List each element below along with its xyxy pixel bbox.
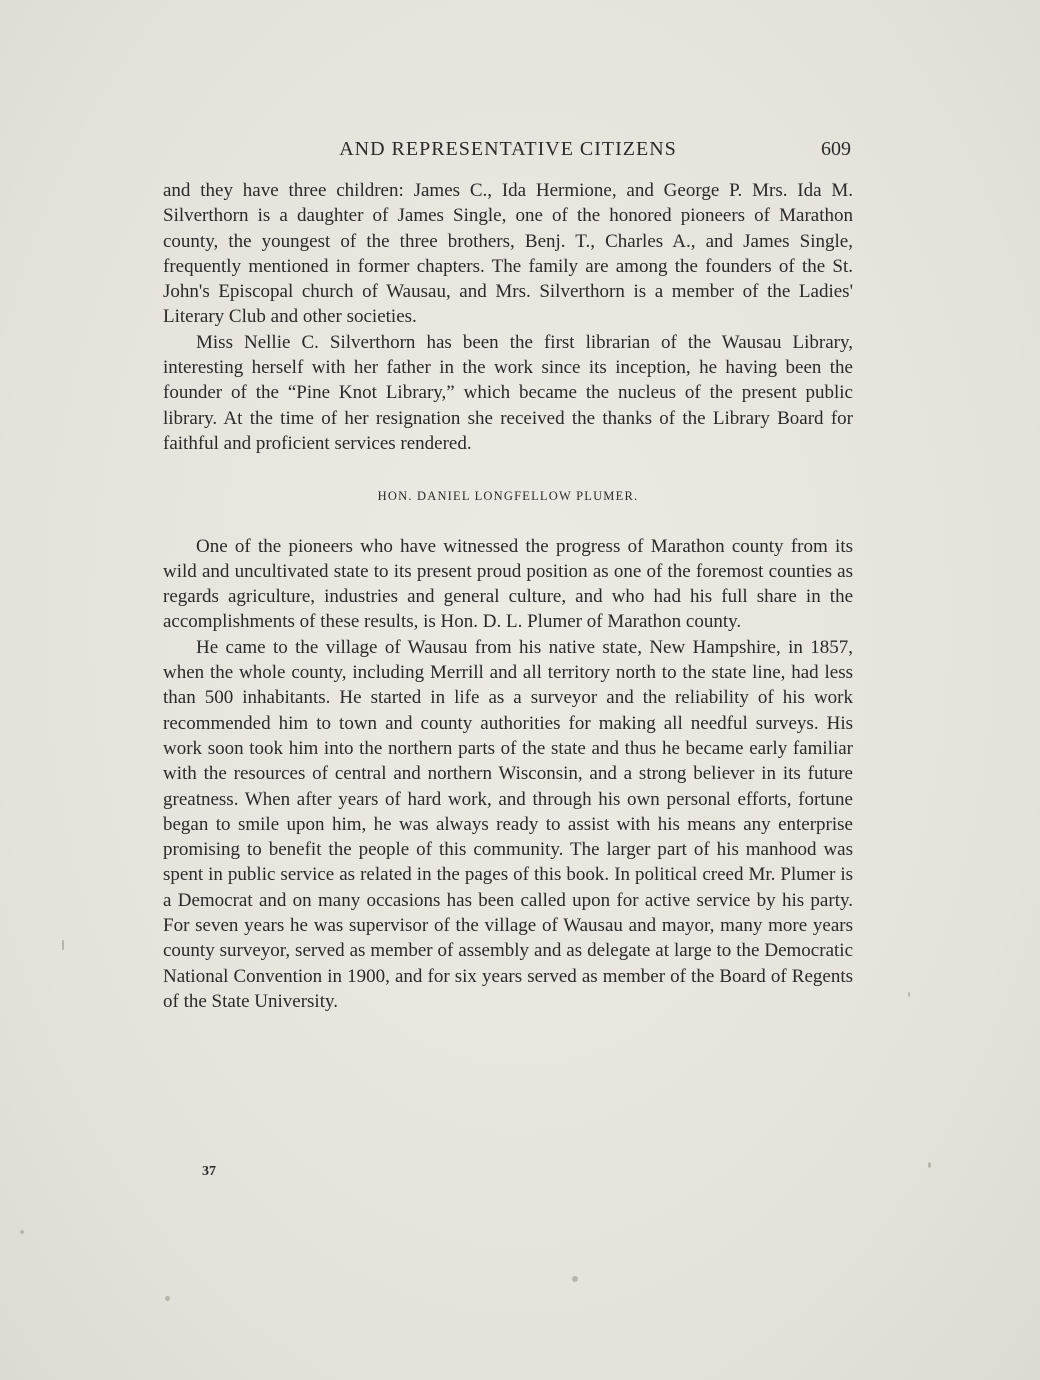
running-head <box>163 138 853 168</box>
page-number: 609 <box>821 138 851 160</box>
paper-speck <box>908 992 910 997</box>
section-heading: HON. DANIEL LONGFELLOW PLUMER. <box>377 489 639 504</box>
paragraph-silverthorn-family: and they have three children: James C., Ida Hermione, and George P. Mrs. Ida M. Silverthorn is a daughter of James Single, one of the honored pioneers of Marathon county, the youngest of the three brothers, Benj. T., Charles A., and James Single, frequently mentioned in former chapters. The family are among the founders of the St. John's Episcopal church of Wausau, and Mrs. Silverthorn is a member of the Ladies' Literary Club and other societies. <box>163 180 853 328</box>
paper-speck <box>62 940 64 950</box>
paper-speck <box>165 1296 170 1301</box>
signature-mark: 37 <box>202 1164 216 1179</box>
paper-speck <box>928 1162 931 1168</box>
paragraph-plumer-career: He came to the village of Wausau from his native state, New Hampshire, in 1857, when the whole county, including Merrill and all territory north to the state line, had less than 500 inhabitants. He started in life as a surveyor and the reliability of his work recommended him to town and county authorities for making all needful surveys. His work soon took him into the northern parts of the state and thus he became early familiar with the resources of central and northern Wisconsin, and a strong believer in its future greatness. When after years of hard work, and through his own personal efforts, fortune began to smile upon him, he was always ready to assist with his means any enterprise promising to benefit the people of this community. The larger part of his manhood was spent in public service as related in the pages of this book. In political creed Mr. Plumer is a Democrat and on many occasions has been called upon for active service by his party. For seven years he was supervisor of the village of Wausau and mayor, many more years county surveyor, served as member of assembly and as delegate at large to the Democratic National Convention in 1900, and for six years served as member of the Board of Regents of the State University. <box>163 636 853 1012</box>
paragraph-plumer-intro: One of the pioneers who have witnessed the progress of Marathon county from its wild and uncultivated state to its present proud position as one of the foremost counties as regards agriculture, industries and general culture, and who had his full share in the accomplishments of these results, is Hon. D. L. Plumer of Marathon county. <box>163 535 853 633</box>
paragraph-nellie-silverthorn: Miss Nellie C. Silverthorn has been the first librarian of the Wausau Library, interesting herself with her father in the work since its inception, he having been the founder of the “Pine Knot Library,” which became the nucleus of the present public library. At the time of her resignation she received the thanks of the Library Board for faithful and proficient services rendered. <box>163 331 853 454</box>
running-title: AND REPRESENTATIVE CITIZENS <box>339 138 677 160</box>
paper-speck <box>572 1276 578 1282</box>
paper-speck <box>20 1230 24 1234</box>
body-text <box>163 178 853 1014</box>
